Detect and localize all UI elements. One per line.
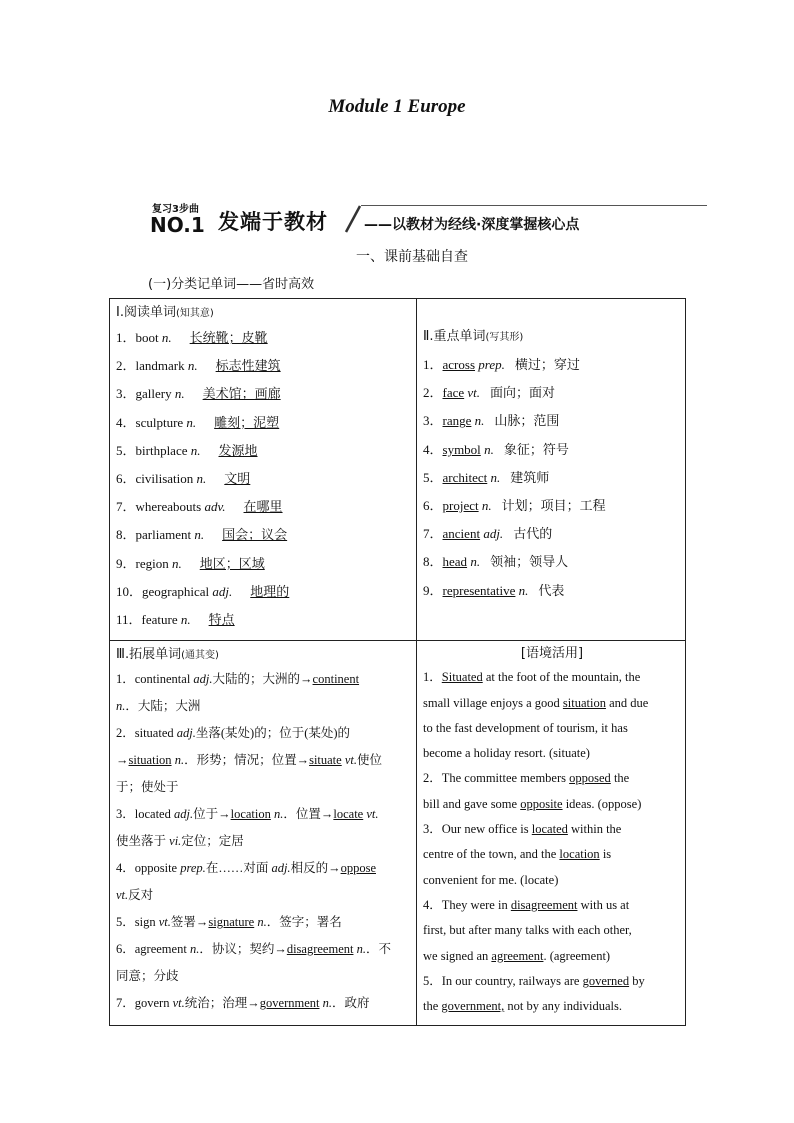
subsection-title: (一)分类记单词——省时高效 [148, 277, 315, 292]
word-number: 8． [423, 554, 443, 570]
text-line [423, 665, 681, 690]
word-row [423, 379, 681, 407]
context-usage-list [423, 665, 681, 1019]
answer-blank: agreement [491, 948, 544, 963]
text-run: is [599, 847, 612, 862]
word-pos: n. [470, 554, 481, 570]
text-line [116, 774, 412, 801]
word-meaning: 特点 [208, 613, 235, 629]
text-line [423, 716, 681, 741]
answer-blank: situation [128, 753, 172, 768]
word-row [116, 465, 412, 493]
word-text: ancient [442, 526, 481, 542]
text-run: 于；使处于 [116, 780, 179, 795]
text-line [423, 994, 681, 1019]
text-line [116, 720, 412, 747]
text-run: 4．opposite [116, 861, 181, 876]
banner-heading: 发端于教材 [218, 210, 328, 234]
word-text: gallery [135, 386, 172, 402]
answer-blank: government, [441, 999, 505, 1014]
vocab-table [109, 298, 686, 1026]
part-of-speech: adj. [271, 861, 291, 876]
text-run: 2．The committee members [423, 771, 570, 786]
part-of-speech: vt. [116, 888, 129, 903]
text-run: ．不 [365, 942, 391, 957]
word-meaning: 横过；穿过 [514, 358, 580, 373]
text-line [423, 944, 681, 969]
text-line [116, 801, 412, 828]
word-meaning: 领袖；领导人 [490, 555, 569, 571]
text-run: at the foot of the mountain, the [482, 670, 641, 685]
word-number: 3． [423, 413, 443, 429]
text-line [423, 969, 681, 994]
text-run: centre of the town, and the [423, 847, 560, 862]
part-of-speech: vt. [158, 915, 171, 930]
word-pos: prep. [478, 357, 505, 372]
word-meaning: 古代的 [513, 527, 553, 543]
text-run: 3．Our new office is [423, 822, 532, 837]
part-of-speech: prep. [180, 861, 206, 876]
word-pos: n. [484, 441, 494, 457]
word-text: sculpture [135, 414, 184, 430]
text-run: 5．sign [116, 915, 159, 930]
text-run: 位于→ [193, 807, 231, 822]
text-line [116, 936, 412, 963]
word-row [423, 464, 681, 492]
text-run: ．位置→ [283, 807, 334, 822]
word-meaning: 标志性建筑 [215, 359, 281, 375]
extension-words-cell [110, 641, 417, 1026]
banner-number: NO.1 [150, 213, 205, 237]
word-number: 4． [423, 441, 443, 457]
text-run: and due [605, 695, 649, 710]
text-run: 1． [423, 670, 442, 685]
word-text: boot [135, 330, 159, 345]
text-run: the [610, 771, 630, 786]
word-number: 6． [116, 471, 136, 487]
part-of-speech: n. [116, 699, 126, 714]
text-run: we signed an [423, 948, 492, 963]
text-line [116, 909, 412, 936]
word-row [423, 520, 681, 548]
text-run: not by any individuals. [504, 999, 622, 1014]
text-line [116, 990, 412, 1017]
word-pos: adv. [204, 499, 226, 515]
text-run: 5．In our country, railways are [423, 973, 583, 988]
answer-blank: location [230, 807, 271, 822]
text-run: with us at [577, 897, 630, 912]
word-number: 10． [116, 583, 143, 599]
text-run: ．协议；契约→ [199, 942, 287, 957]
word-row [423, 548, 681, 576]
text-run: → [116, 753, 129, 768]
text-line [116, 855, 412, 882]
part-of-speech: vt. [366, 807, 379, 822]
word-row [116, 324, 412, 352]
text-run: ．政府 [331, 996, 370, 1011]
word-row [116, 437, 412, 465]
word-number: 7． [423, 526, 443, 542]
text-run: 签署→ [170, 915, 209, 930]
word-meaning: 地理的 [250, 584, 290, 600]
text-run: 同意；分歧 [116, 969, 179, 984]
word-meaning: 国会；议会 [222, 528, 288, 544]
text-line [423, 893, 681, 918]
word-pos: n. [518, 582, 529, 598]
word-row [423, 577, 681, 605]
text-run: 坐落(某处)的；位于(某处)的 [195, 726, 351, 741]
text-run: 1．continental [116, 672, 194, 687]
word-text: feature [141, 612, 178, 628]
part-of-speech: n. [174, 753, 185, 768]
text-run: ．大陆；大洲 [125, 699, 201, 714]
section-title: 一、课前基础自查 [356, 249, 468, 265]
word-row [423, 351, 681, 379]
word-text: across [442, 357, 476, 372]
word-row [423, 407, 681, 435]
text-line [116, 666, 412, 693]
word-text: architect [442, 469, 488, 485]
text-run: 2．situated [116, 726, 177, 741]
answer-blank: situation [562, 695, 606, 710]
text-run: 反对 [128, 888, 154, 903]
word-number: 9． [423, 582, 443, 598]
text-run: bill and gave some [423, 796, 521, 811]
part-of-speech: n. [189, 942, 200, 957]
text-line [116, 828, 412, 855]
word-text: project [442, 498, 479, 514]
word-row [116, 550, 412, 578]
word-meaning: 在哪里 [243, 500, 283, 516]
page-title: Module 1 Europe [328, 96, 466, 117]
word-number: 7． [116, 499, 136, 515]
word-meaning: 长统靴；皮靴 [189, 331, 268, 346]
reading-words-list [116, 324, 412, 634]
text-line [423, 868, 681, 893]
word-text: geographical [142, 583, 210, 599]
answer-blank: located [531, 822, 568, 837]
word-pos: n. [474, 413, 485, 429]
part-of-speech: n. [356, 942, 366, 957]
text-run: 使坐落于 [116, 834, 170, 849]
word-number: 3． [116, 386, 136, 402]
text-run: ．签字；署名 [266, 915, 342, 930]
text-run: 使位 [357, 753, 383, 768]
text-line [423, 817, 681, 842]
extension-words-list [116, 666, 412, 1017]
word-pos: n. [190, 442, 201, 458]
word-text: parliament [135, 527, 192, 543]
key-words-cell [417, 299, 686, 641]
banner-tagline: ——以教材为经线·深度掌握核心点 [364, 217, 580, 233]
text-run: 7．govern [116, 996, 173, 1011]
word-row [116, 493, 412, 521]
word-meaning: 文明 [224, 472, 251, 488]
word-pos: adj. [212, 583, 233, 599]
part-of-speech: vt. [172, 996, 185, 1011]
banner-small-label: 复习3步曲 [152, 204, 199, 215]
word-text: face [442, 385, 465, 401]
text-line [423, 918, 681, 943]
answer-blank: locate [333, 807, 364, 822]
text-run: to the fast development of tourism, it has [423, 720, 628, 735]
word-pos: n. [196, 471, 207, 487]
word-text: birthplace [135, 442, 188, 458]
word-number: 9． [116, 555, 136, 571]
word-number: 2． [116, 358, 136, 374]
word-pos: n. [194, 527, 205, 543]
answer-blank: opposite [520, 796, 563, 811]
answer-blank: opposed [569, 771, 611, 786]
word-meaning: 代表 [538, 583, 565, 599]
word-meaning: 美术馆；画廊 [202, 387, 281, 403]
text-line [423, 842, 681, 867]
text-run: by [629, 973, 645, 988]
word-text: region [135, 555, 169, 571]
word-meaning: 山脉；范围 [494, 414, 560, 430]
word-meaning: 雕刻；泥塑 [214, 415, 280, 431]
word-pos: n. [186, 414, 197, 430]
text-line [116, 963, 412, 990]
context-usage-cell [417, 641, 686, 1026]
text-run: 6．agreement [116, 942, 190, 957]
text-line [116, 693, 412, 720]
word-meaning: 建筑师 [510, 470, 550, 486]
word-number: 2． [423, 385, 443, 401]
text-run: within the [567, 822, 622, 837]
answer-blank: situate [309, 753, 342, 768]
extension-words-header: Ⅲ.拓展单词(通其变) [116, 647, 219, 663]
text-run: become a holiday resort. (situate) [423, 746, 590, 761]
word-meaning: 地区；区域 [199, 556, 265, 572]
word-pos: adj. [483, 526, 504, 542]
word-number: 6． [423, 498, 443, 514]
part-of-speech: adj. [173, 807, 194, 822]
answer-blank: oppose [340, 861, 376, 876]
word-row [116, 521, 412, 549]
answer-blank: continent [312, 672, 360, 687]
word-meaning: 象征；符号 [503, 442, 569, 458]
text-line [423, 792, 681, 817]
word-meaning: 计划；项目；工程 [501, 499, 606, 515]
word-number: 1． [116, 330, 136, 345]
text-line [423, 766, 681, 791]
part-of-speech: adj. [176, 726, 196, 741]
word-meaning: 发源地 [218, 443, 258, 459]
text-line [116, 882, 412, 909]
word-pos: n. [174, 386, 185, 402]
word-text: head [442, 554, 468, 570]
word-text: representative [442, 582, 516, 598]
text-run: first, but after many talks with each other, [423, 923, 632, 938]
word-number: 11． [116, 612, 142, 628]
word-number: 4． [116, 414, 136, 430]
text-line [423, 691, 681, 716]
word-row [116, 380, 412, 408]
text-run: 3．located [116, 807, 174, 822]
word-row [116, 352, 412, 380]
answer-blank: Situated [441, 670, 483, 685]
text-run: 4．They were in [423, 897, 511, 912]
word-pos: vt. [467, 385, 481, 401]
word-number: 1． [423, 357, 443, 372]
word-pos: n. [187, 358, 198, 374]
text-run: 大陆的；大洲的→ [212, 672, 313, 687]
text-run: convenient for me. (locate) [423, 872, 559, 887]
word-pos: n. [171, 555, 182, 571]
word-row [116, 409, 412, 437]
text-run: 定位；定居 [181, 834, 244, 849]
word-row [116, 578, 412, 606]
text-line [423, 741, 681, 766]
answer-blank: governed [582, 973, 630, 988]
answer-blank: location [559, 847, 600, 862]
part-of-speech: n. [273, 807, 284, 822]
word-row [423, 492, 681, 520]
text-run: small village enjoys a good [423, 695, 563, 710]
word-pos: n. [481, 498, 492, 514]
part-of-speech: vt. [344, 753, 357, 768]
text-run: the [423, 999, 442, 1014]
word-text: range [442, 413, 472, 429]
word-pos: n. [180, 612, 191, 628]
reading-words-header: Ⅰ.阅读单词(知其意) [116, 305, 214, 320]
text-line [116, 747, 412, 774]
word-pos: n. [490, 469, 501, 485]
text-run: ideas. (oppose) [562, 796, 642, 811]
reading-words-cell [110, 299, 417, 641]
answer-blank: disagreement [510, 897, 578, 912]
part-of-speech: vi. [169, 834, 182, 849]
word-pos: n. [161, 330, 172, 345]
section-banner [148, 200, 708, 240]
word-row [116, 606, 412, 634]
text-run: 相反的→ [290, 861, 341, 876]
word-meaning: 面向；面对 [490, 386, 556, 402]
part-of-speech: n. [322, 996, 332, 1011]
word-text: symbol [442, 441, 481, 457]
word-row [423, 436, 681, 464]
word-number: 5． [116, 442, 136, 458]
key-words-list [423, 351, 681, 605]
key-words-header: Ⅱ.重点单词(写其形) [423, 329, 524, 344]
text-run: ．形势；情况；位置→ [184, 753, 310, 768]
banner-rule [361, 205, 707, 206]
part-of-speech: adj. [193, 672, 213, 687]
word-text: whereabouts [135, 499, 202, 515]
answer-blank: signature [208, 915, 255, 930]
text-run: 统治；治理→ [184, 996, 260, 1011]
answer-blank: disagreement [286, 942, 354, 957]
text-run: . (agreement) [543, 948, 611, 963]
word-number: 5． [423, 469, 443, 485]
word-text: landmark [135, 358, 185, 374]
text-run: 在……对面 [205, 861, 272, 876]
answer-blank: government [259, 996, 320, 1011]
word-text: civilisation [135, 471, 194, 487]
part-of-speech: n. [257, 915, 267, 930]
word-number: 8． [116, 527, 136, 543]
context-usage-header: [语境活用] [520, 646, 584, 662]
